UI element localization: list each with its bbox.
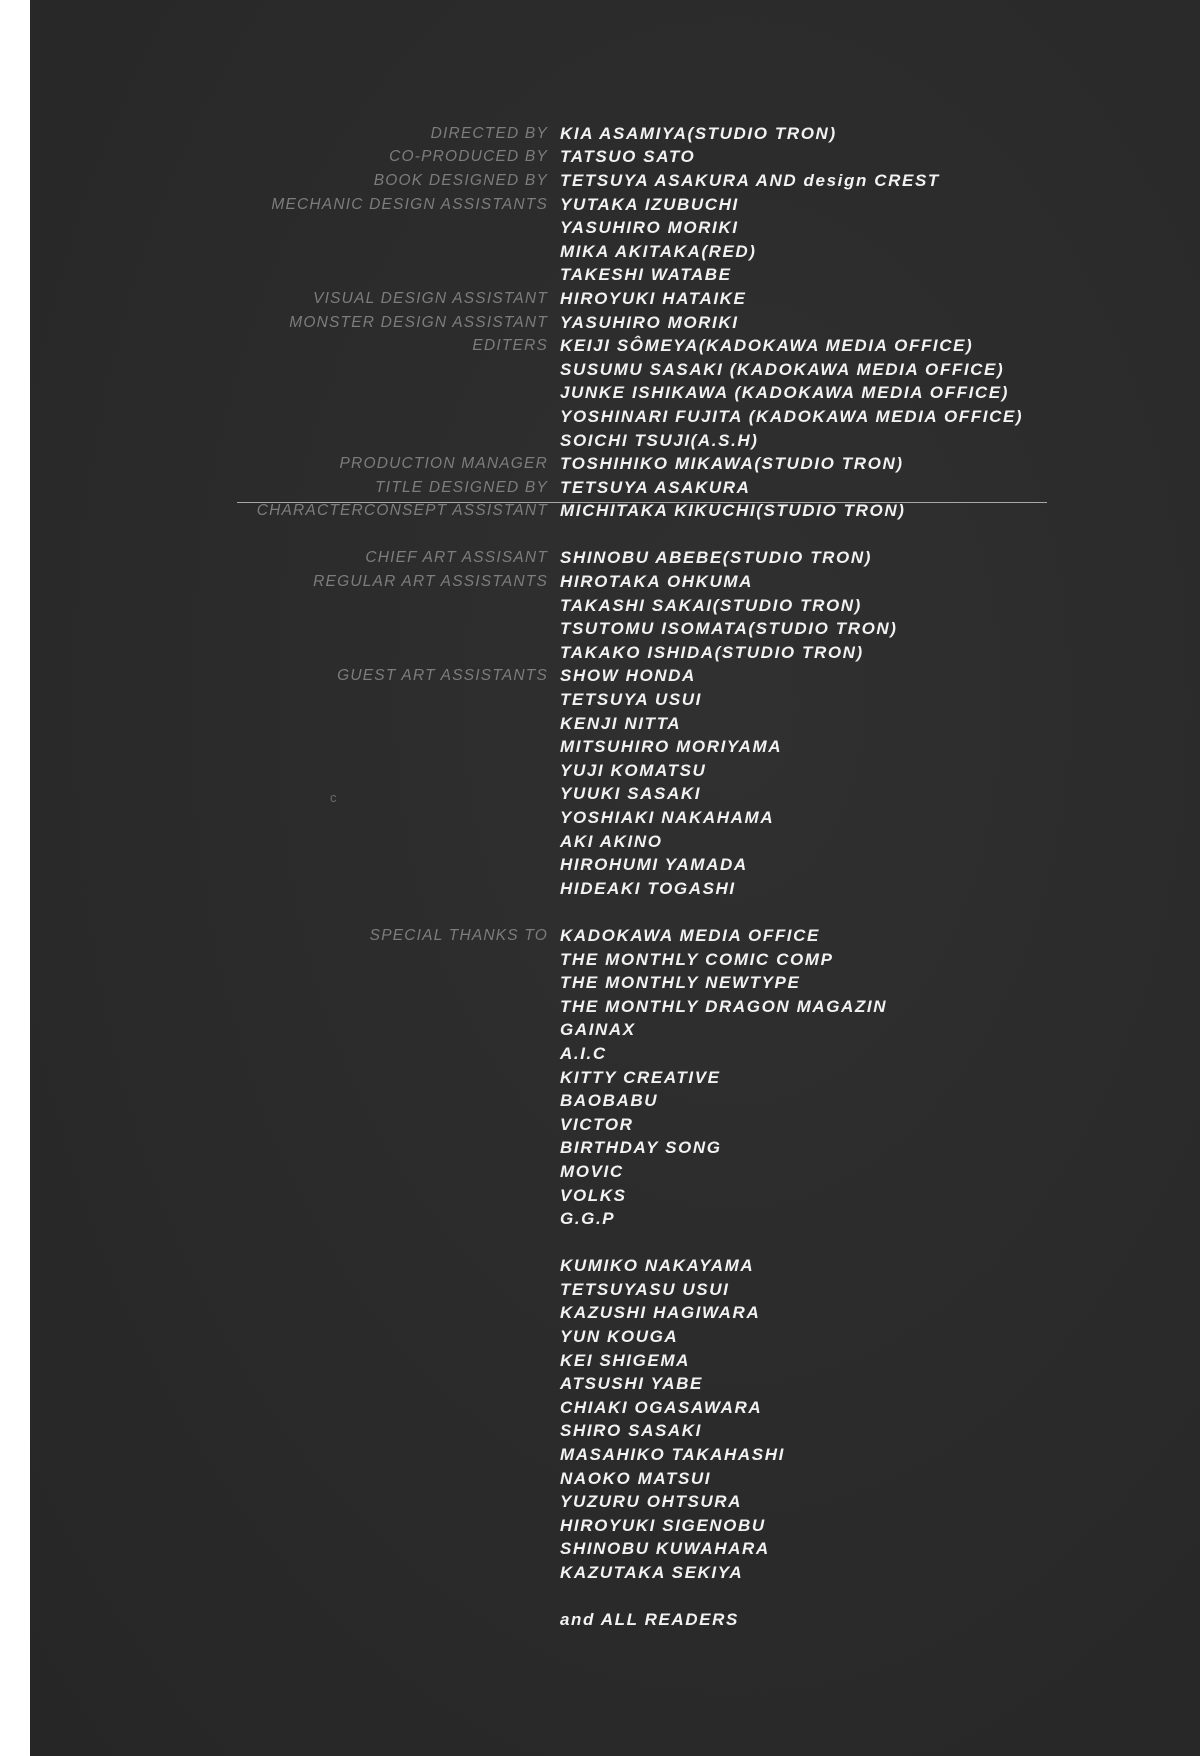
credit-row [30,1514,1200,1538]
credit-row [30,476,1200,500]
credit-name: TOSHIHIKO MIKAWA(STUDIO TRON) [560,454,904,474]
credit-name: KUMIKO NAKAYAMA [560,1256,755,1276]
credit-row [30,358,1200,382]
credit-name: HIROHUMI YAMADA [560,855,748,875]
credit-role: MECHANIC DESIGN ASSISTANTS [271,195,548,213]
credit-name: AKI AKINO [560,831,663,851]
credit-name: and ALL READERS [560,1610,739,1630]
credit-row [30,1538,1200,1562]
credit-name: HIROYUKI HATAIKE [560,288,747,308]
credit-row [30,1302,1200,1326]
credit-role: PRODUCTION MANAGER [339,455,548,473]
credit-role: DIRECTED BY [430,124,548,142]
credit-role: TITLE DESIGNED BY [375,478,548,496]
credit-name: KEI SHIGEMA [560,1350,691,1370]
credit-name: KEIJI SÔMEYA(KADOKAWA MEDIA OFFICE) [560,336,974,356]
credit-role: CHARACTERCONSEPT ASSISTANT [256,502,548,520]
credit-row [30,830,1200,854]
credit-name: MICHITAKA KIKUCHI(STUDIO TRON) [560,501,906,521]
credit-row [30,1089,1200,1113]
credit-name: TETSUYA ASAKURA AND design CREST [560,170,940,190]
credit-row [30,1137,1200,1161]
credit-name: KITTY CREATIVE [560,1067,721,1087]
credit-role: GUEST ART ASSISTANTS [337,667,548,685]
credit-name: MOVIC [560,1161,624,1181]
credit-name: THE MONTHLY NEWTYPE [560,973,801,993]
credit-name: KENJI NITTA [560,713,682,733]
credit-row [30,500,1200,524]
group-gap [30,523,1200,547]
credit-role: CO-PRODUCED BY [389,148,548,166]
credit-row [30,1467,1200,1491]
credit-name: HIROYUKI SIGENOBU [560,1515,766,1535]
credit-name: TSUTOMU ISOMATA(STUDIO TRON) [560,619,898,639]
credit-name: TATSUO SATO [560,147,696,167]
credit-row [30,1184,1200,1208]
credit-row [30,334,1200,358]
credit-name: CHIAKI OGASAWARA [560,1397,763,1417]
credit-name: KIA ASAMIYA(STUDIO TRON) [560,123,837,143]
credit-row [30,240,1200,264]
credit-name: A.I.C [560,1043,607,1063]
credit-row [30,1396,1200,1420]
credits-list [30,122,1200,1632]
credit-row [30,665,1200,689]
credit-row [30,688,1200,712]
credit-row [30,1420,1200,1444]
credit-role: VISUAL DESIGN ASSISTANT [313,289,548,307]
credit-name: HIDEAKI TOGASHI [560,878,736,898]
credit-name: BIRTHDAY SONG [560,1138,722,1158]
credit-row [30,806,1200,830]
credit-row [30,735,1200,759]
credit-row [30,547,1200,571]
group-gap [30,1231,1200,1255]
credit-row [30,924,1200,948]
credit-row [30,1113,1200,1137]
credit-name: YASUHIRO MORIKI [560,218,739,238]
credit-row [30,405,1200,429]
credit-name: JUNKE ISHIKAWA (KADOKAWA MEDIA OFFICE) [560,383,1009,403]
credit-name: SHIRO SASAKI [560,1421,702,1441]
credit-row [30,216,1200,240]
credit-name: TETSUYA ASAKURA [560,477,751,497]
credit-row [30,995,1200,1019]
credit-row [30,1255,1200,1279]
credit-name: MASAHIKO TAKAHASHI [560,1445,785,1465]
credit-name: TETSUYA USUI [560,690,702,710]
credit-role: CHIEF ART ASSISANT [365,549,548,567]
credit-row [30,1490,1200,1514]
credit-role: REGULAR ART ASSISTANTS [313,573,548,591]
credit-row [30,712,1200,736]
credit-name: BAOBABU [560,1091,659,1111]
credit-name: TAKAKO ISHIDA(STUDIO TRON) [560,642,864,662]
credit-row [30,948,1200,972]
credit-name: SHINOBU KUWAHARA [560,1539,770,1559]
credit-name: HIROTAKA OHKUMA [560,572,754,592]
credit-name: NAOKO MATSUI [560,1468,712,1488]
credit-row [30,971,1200,995]
credit-row [30,1278,1200,1302]
credit-row [30,641,1200,665]
credit-row [30,783,1200,807]
credit-row [30,1160,1200,1184]
credit-name: YUTAKA IZUBUCHI [560,194,739,214]
credits-page [30,0,1200,1756]
credit-name: YOSHIAKI NAKAHAMA [560,808,775,828]
credit-row [30,287,1200,311]
credit-name: YUZURU OHTSURA [560,1492,743,1512]
credit-name: VOLKS [560,1185,627,1205]
group-gap [30,901,1200,925]
credit-row [30,193,1200,217]
credit-name: ATSUSHI YABE [560,1374,703,1394]
credit-name: KAZUSHI HAGIWARA [560,1303,761,1323]
credit-row [30,1608,1200,1632]
credit-row [30,617,1200,641]
credit-row [30,1372,1200,1396]
credit-name: SHOW HONDA [560,666,696,686]
credit-row [30,429,1200,453]
credit-name: SUSUMU SASAKI (KADOKAWA MEDIA OFFICE) [560,359,1005,379]
credit-row [30,264,1200,288]
credit-row [30,1042,1200,1066]
credit-row [30,169,1200,193]
credit-role: BOOK DESIGNED BY [373,171,548,189]
credit-name: YUUKI SASAKI [560,784,702,804]
credit-name: SOICHI TSUJI(A.S.H) [560,430,759,450]
credit-row [30,570,1200,594]
credit-row [30,1325,1200,1349]
credit-row [30,853,1200,877]
credit-name: TETSUYASU USUI [560,1279,730,1299]
credit-row [30,594,1200,618]
credit-name: G.G.P [560,1209,616,1229]
credit-name: KADOKAWA MEDIA OFFICE [560,925,820,945]
credit-name: MITSUHIRO MORIYAMA [560,737,783,757]
credit-row [30,382,1200,406]
credit-name: VICTOR [560,1114,634,1134]
credit-role: MONSTER DESIGN ASSISTANT [289,313,548,331]
credit-row [30,759,1200,783]
credit-row [30,122,1200,146]
credit-row [30,1207,1200,1231]
credit-name: TAKESHI WATABE [560,265,732,285]
credit-row [30,1443,1200,1467]
credit-name: THE MONTHLY DRAGON MAGAZIN [560,996,888,1016]
credit-row [30,311,1200,335]
group-gap [30,1585,1200,1609]
credit-row [30,146,1200,170]
credit-name: THE MONTHLY COMIC COMP [560,949,834,969]
credit-row [30,452,1200,476]
credit-name: YUN KOUGA [560,1327,679,1347]
credit-row [30,1066,1200,1090]
credit-name: YASUHIRO MORIKI [560,312,739,332]
stray-mark: c [330,790,337,805]
credit-name: MIKA AKITAKA(RED) [560,241,757,261]
credit-name: YUJI KOMATSU [560,760,707,780]
credit-row [30,1561,1200,1585]
credit-name: YOSHINARI FUJITA (KADOKAWA MEDIA OFFICE) [560,406,1024,426]
credit-name: GAINAX [560,1020,636,1040]
credit-name: TAKASHI SAKAI(STUDIO TRON) [560,595,862,615]
credit-row [30,1019,1200,1043]
credit-row [30,1349,1200,1373]
credit-row [30,877,1200,901]
credit-name: KAZUTAKA SEKIYA [560,1563,744,1583]
credit-role: EDITERS [472,337,548,355]
credit-role: SPECIAL THANKS TO [369,926,548,944]
credit-name: SHINOBU ABEBE(STUDIO TRON) [560,548,873,568]
